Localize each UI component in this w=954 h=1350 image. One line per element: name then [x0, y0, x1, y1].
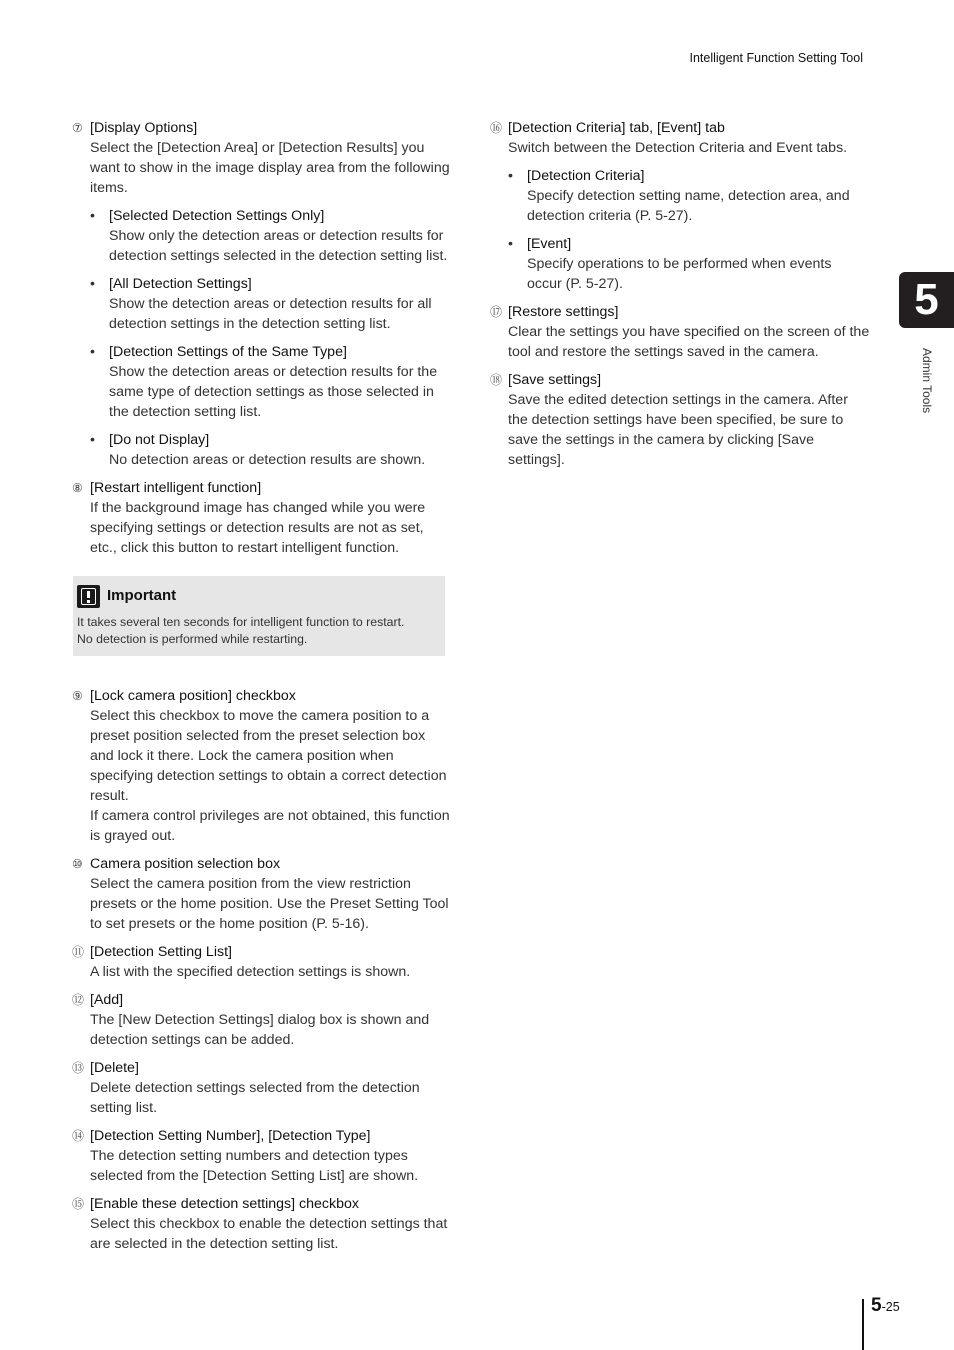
- list-item: [490, 370, 870, 470]
- item-description: Save the edited detection settings in the camera. After the detection settings have been specified, be sure to save the settings in the camera by clicking [Save settings].: [508, 392, 848, 468]
- bullet-content: [109, 274, 452, 334]
- item-title: [Detection Setting Number], [Detection Type]: [90, 1128, 371, 1144]
- item-number: ⑦: [72, 121, 83, 135]
- item-heading: [72, 1126, 452, 1146]
- item-description: Select this checkbox to move the camera position to a preset position selected from the preset selection box and lock it there. Lock the camera position when specifying detection settings to obtain a correct detection result.: [90, 708, 447, 804]
- list-item: [72, 990, 452, 1050]
- item-number: ⑨: [72, 689, 83, 703]
- item-body: [72, 706, 452, 846]
- item-description: The detection setting numbers and detection types selected from the [Detection Setting List] are shown.: [90, 1148, 419, 1184]
- right-items: [490, 118, 870, 470]
- bullet-text: Show the detection areas or detection results for the same type of detection settings as those selected in the detection setting list.: [109, 364, 438, 420]
- item-body: [72, 1010, 452, 1050]
- item-title: [Display Options]: [90, 120, 198, 136]
- list-item: [72, 118, 452, 470]
- bullet-content: [527, 166, 870, 226]
- left-items-bottom: [72, 686, 452, 1254]
- bullet-title: [Selected Detection Settings Only]: [109, 208, 325, 224]
- bullet-title: [Detection Settings of the Same Type]: [109, 344, 347, 360]
- item-title: [Enable these detection settings] checkbox: [90, 1196, 359, 1212]
- item-title: [Delete]: [90, 1060, 139, 1076]
- bullet-content: [109, 206, 452, 266]
- item-heading: [72, 942, 452, 962]
- page-number-rule: [862, 1299, 864, 1350]
- bullet-title: [Detection Criteria]: [527, 168, 645, 184]
- important-text: [77, 614, 439, 648]
- bullet-item: [90, 274, 452, 334]
- important-line: No detection is performed while restarting.: [77, 632, 308, 646]
- bullet-title: [Do not Display]: [109, 432, 210, 448]
- item-description: A list with the specified detection settings is shown.: [90, 964, 411, 980]
- bullet-item: [90, 342, 452, 422]
- item-title: [Restore settings]: [508, 304, 619, 320]
- item-body: [72, 138, 452, 470]
- item-heading: [72, 118, 452, 138]
- bullet-dot: •: [90, 276, 95, 292]
- item-description: If camera control privileges are not obtained, this function is grayed out.: [90, 808, 450, 844]
- list-item: [72, 1058, 452, 1118]
- item-body: [72, 498, 452, 558]
- bullet-title: [Event]: [527, 236, 572, 252]
- right-column: [490, 118, 870, 478]
- left-column: [72, 118, 452, 1262]
- bullet-text: No detection areas or detection results are shown.: [109, 452, 426, 468]
- item-body: [72, 1078, 452, 1118]
- bullet-dot: •: [90, 344, 95, 360]
- bullet-dot: •: [508, 168, 513, 184]
- list-item: [72, 686, 452, 846]
- item-title: [Save settings]: [508, 372, 602, 388]
- item-number: ⑩: [72, 857, 83, 871]
- item-description: Select the [Detection Area] or [Detection Results] you want to show in the image display area from the following items.: [90, 140, 450, 196]
- important-note: [73, 576, 445, 656]
- item-number: ⑬: [72, 1061, 85, 1075]
- item-number: ⑱: [490, 373, 503, 387]
- item-heading: [490, 302, 870, 322]
- important-title: Important: [107, 587, 177, 604]
- chapter-tab: 5: [899, 272, 954, 328]
- item-number: ⑪: [72, 945, 85, 959]
- item-heading: [72, 686, 452, 706]
- bullet-dot: •: [90, 208, 95, 224]
- list-item: [490, 302, 870, 362]
- item-title: [Add]: [90, 992, 124, 1008]
- item-heading: [72, 1194, 452, 1214]
- item-heading: [72, 990, 452, 1010]
- bullet-text: Show the detection areas or detection results for all detection settings in the detection setting list.: [109, 296, 432, 332]
- bullet-item: [508, 234, 870, 294]
- page-number: [871, 1295, 900, 1317]
- item-description: Switch between the Detection Criteria and Event tabs.: [508, 140, 848, 156]
- item-title: [Detection Setting List]: [90, 944, 232, 960]
- bullet-list: [90, 206, 452, 470]
- list-item: [72, 478, 452, 558]
- item-title: Camera position selection box: [90, 856, 281, 872]
- item-heading: [490, 118, 870, 138]
- bullet-dot: •: [90, 432, 95, 448]
- item-heading: [72, 1058, 452, 1078]
- bullet-text: Specify operations to be performed when events occur (P. 5-27).: [527, 256, 832, 292]
- item-number: ⑭: [72, 1129, 85, 1143]
- bullet-item: [508, 166, 870, 226]
- item-description: Delete detection settings selected from the detection setting list.: [90, 1080, 420, 1116]
- bullet-content: [527, 234, 870, 294]
- running-header: Intelligent Function Setting Tool: [689, 51, 863, 65]
- item-heading: [72, 854, 452, 874]
- item-body: [490, 390, 870, 470]
- page-suffix: -25: [881, 1300, 900, 1314]
- list-item: [72, 1126, 452, 1186]
- important-line: It takes several ten seconds for intelligent function to restart.: [77, 615, 405, 629]
- item-description: The [New Detection Settings] dialog box is shown and detection settings can be added.: [90, 1012, 430, 1048]
- item-description: If the background image has changed while you were specifying settings or detection results are not as set, etc., click this button to restart intelligent function.: [90, 500, 426, 556]
- bullet-title: [All Detection Settings]: [109, 276, 252, 292]
- left-items-top: [72, 118, 452, 558]
- item-number: ⑫: [72, 993, 85, 1007]
- bullet-list: [508, 166, 870, 294]
- list-item: [72, 1194, 452, 1254]
- item-body: [72, 962, 452, 982]
- page-chapter: 5: [871, 1295, 882, 1316]
- bullet-item: [90, 430, 452, 470]
- important-header: [77, 582, 439, 610]
- bullet-item: [90, 206, 452, 266]
- bullet-content: [109, 430, 425, 470]
- item-body: [72, 874, 452, 934]
- bullet-text: Specify detection setting name, detection area, and detection criteria (P. 5-27).: [527, 188, 850, 224]
- item-number: ⑯: [490, 121, 503, 135]
- item-number: ⑧: [72, 481, 83, 495]
- item-number: ⑰: [490, 305, 503, 319]
- bullet-dot: •: [508, 236, 513, 252]
- item-body: [490, 322, 870, 362]
- list-item: [72, 854, 452, 934]
- item-description: Clear the settings you have specified on the screen of the tool and restore the settings saved in the camera.: [508, 324, 870, 360]
- item-body: [72, 1146, 452, 1186]
- item-body: [72, 1214, 452, 1254]
- item-heading: [72, 478, 452, 498]
- item-title: [Lock camera position] checkbox: [90, 688, 296, 704]
- item-body: [490, 138, 870, 294]
- item-title: [Detection Criteria] tab, [Event] tab: [508, 120, 725, 136]
- item-title: [Restart intelligent function]: [90, 480, 262, 496]
- important-icon: [77, 585, 100, 608]
- list-item: [490, 118, 870, 294]
- item-heading: [490, 370, 870, 390]
- section-side-label: Admin Tools: [920, 348, 934, 414]
- item-number: ⑮: [72, 1197, 85, 1211]
- item-description: Select the camera position from the view restriction presets or the home position. Use the Preset Setting Tool to set presets or the home position (P. 5-16).: [90, 876, 449, 932]
- item-description: Select this checkbox to enable the detection settings that are selected in the detection setting list.: [90, 1216, 448, 1252]
- bullet-text: Show only the detection areas or detection results for detection settings selected in the detection setting list.: [109, 228, 448, 264]
- bullet-content: [109, 342, 452, 422]
- list-item: [72, 942, 452, 982]
